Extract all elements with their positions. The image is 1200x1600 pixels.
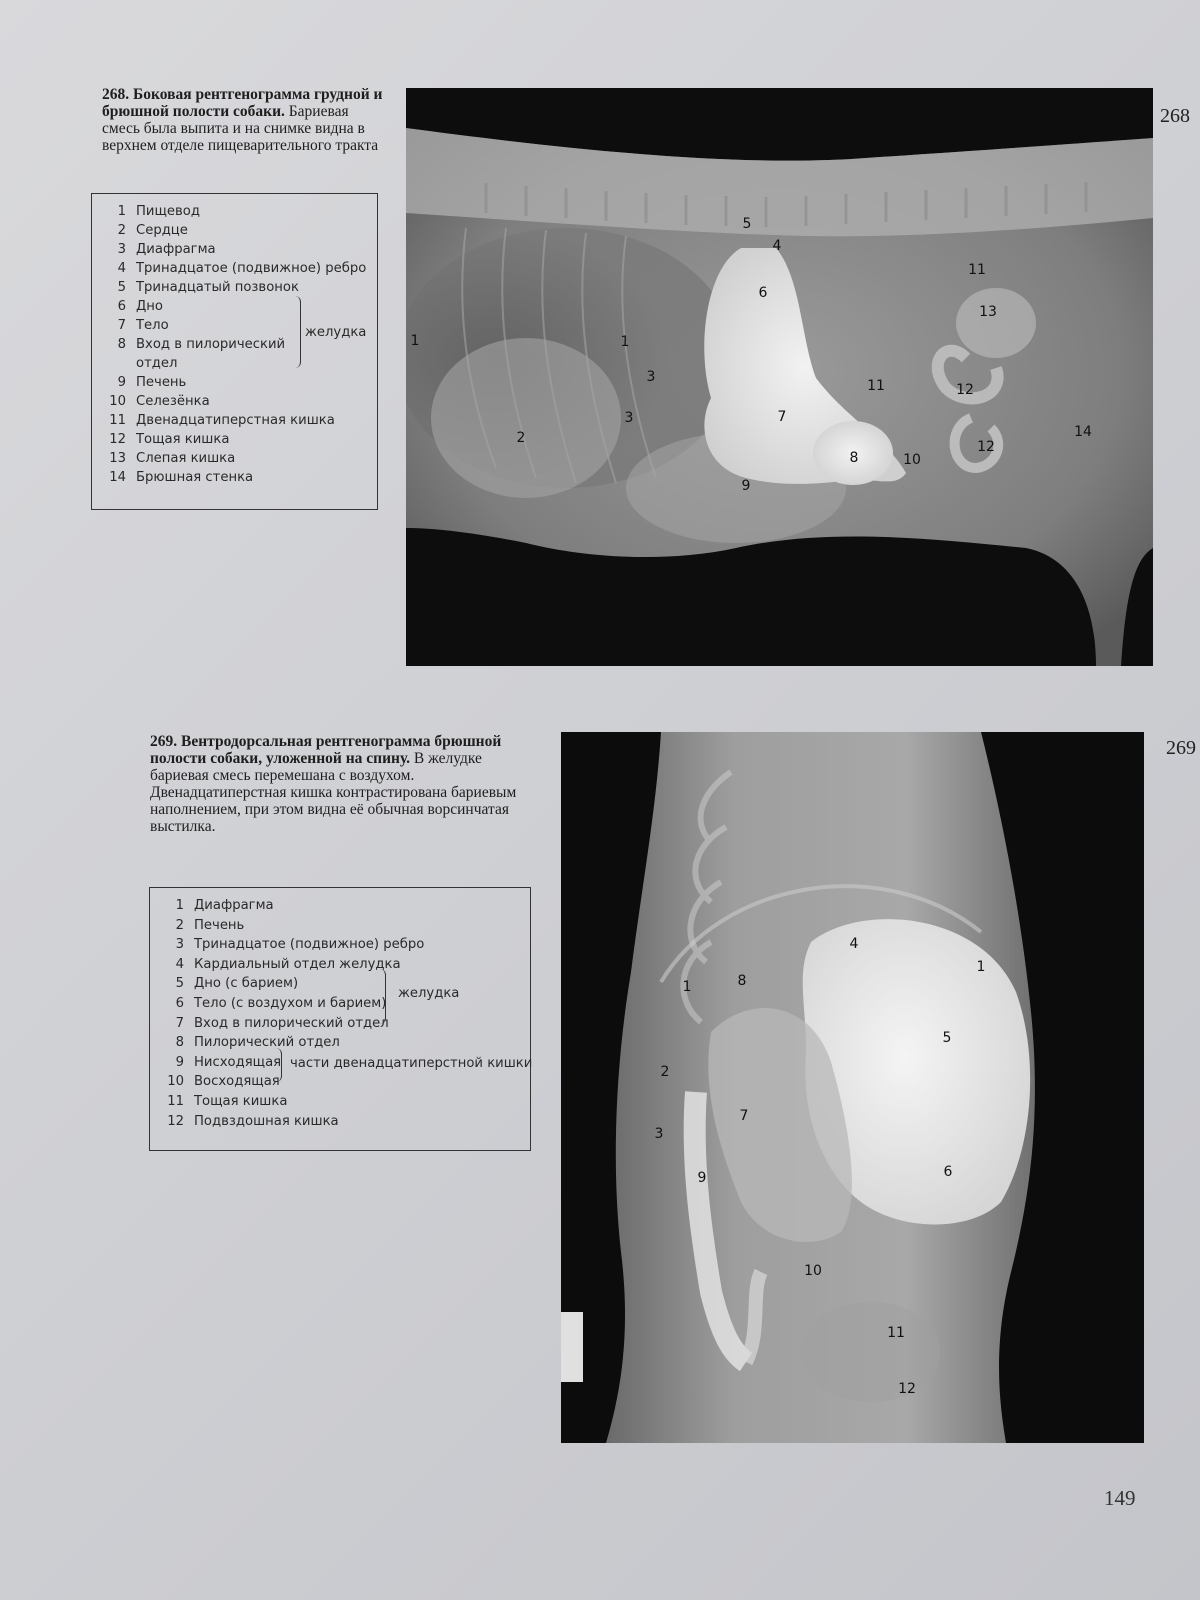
figure-269-radiograph xyxy=(561,732,1144,1443)
figure-269-legend xyxy=(149,887,531,1151)
radiograph-marker: 11 xyxy=(887,1325,905,1341)
legend-number: 12 xyxy=(109,432,126,447)
radiograph-marker: 3 xyxy=(624,410,634,426)
radiograph-marker: 1 xyxy=(620,334,630,350)
radiograph-marker: 5 xyxy=(742,216,752,232)
legend-brace-label: части двенадцатиперстной кишки xyxy=(290,1056,533,1071)
figure-268-caption-title: 268. Боковая рентгенограмма грудной и брюшной полости собаки. xyxy=(102,86,383,120)
radiograph-marker: 12 xyxy=(898,1381,916,1397)
radiograph-marker: 1 xyxy=(410,333,420,349)
legend-label: Тело (с воздухом и барием) xyxy=(194,996,387,1011)
legend-label: Кардиальный отдел желудка xyxy=(194,956,401,972)
figure-269-caption-text: В желудке бариевая смесь перемешана с воздухом. Двенадцатиперстная кишка контрастирована бариевым наполнением, при этом видна её обычная ворсинчатая выстилка. xyxy=(150,750,517,835)
legend-number: 5 xyxy=(175,976,184,992)
legend-label: Дно (с барием) xyxy=(194,976,299,992)
radiograph-marker: 7 xyxy=(777,409,787,425)
legend-number: 3 xyxy=(117,242,126,257)
legend-label: Вход в пилорический отдел xyxy=(194,1015,389,1031)
legend-brace-label: желудка xyxy=(305,325,367,340)
legend-label: Брюшная стенка xyxy=(136,470,254,485)
legend-number: 14 xyxy=(109,470,126,485)
legend-label: Тощая кишка xyxy=(136,432,230,447)
legend-number: 2 xyxy=(117,223,126,238)
legend-label: Тринадцатый позвонок xyxy=(136,280,299,295)
radiograph-marker: 1 xyxy=(976,959,986,975)
figure-268-caption-text: Бариевая смесь была выпита и на снимке видна в верхнем отделе пищеварительного тракта xyxy=(102,103,379,154)
legend-number: 1 xyxy=(117,204,126,219)
radiograph-marker: 9 xyxy=(697,1170,707,1186)
radiograph-marker: 3 xyxy=(646,369,656,385)
legend-label: Восходящая xyxy=(194,1074,280,1090)
figure-268-legend xyxy=(91,193,378,510)
legend-label: Сердце xyxy=(136,223,188,238)
legend-number: 1 xyxy=(175,898,184,913)
legend-label: Слепая кишка xyxy=(136,451,236,466)
figure-269-number: 269 xyxy=(1166,737,1196,759)
radiograph-marker: 12 xyxy=(977,439,995,455)
legend-number: 13 xyxy=(109,451,126,466)
radiograph-marker: 14 xyxy=(1074,424,1092,440)
page-number: 149 xyxy=(1104,1486,1136,1510)
radiograph-marker: 6 xyxy=(758,285,768,301)
legend-number: 7 xyxy=(117,318,126,333)
legend-label: Подвздошная кишка xyxy=(194,1113,339,1129)
legend-label: Тощая кишка xyxy=(194,1094,288,1109)
radiograph-marker: 8 xyxy=(737,973,747,989)
legend-number: 9 xyxy=(175,1054,184,1070)
legend-number: 9 xyxy=(117,375,126,390)
legend-number: 8 xyxy=(175,1035,184,1051)
legend-label: отдел xyxy=(136,356,178,371)
legend-label: Селезёнка xyxy=(136,394,210,409)
legend-label: Пищевод xyxy=(136,204,200,219)
figure-269-caption xyxy=(150,733,530,835)
legend-label: Тело xyxy=(136,318,169,333)
radiograph-marker: 2 xyxy=(660,1064,670,1080)
legend-brace xyxy=(295,296,301,368)
radiograph-marker: 11 xyxy=(867,378,885,394)
figure-268-radiograph xyxy=(406,88,1153,666)
lateral-radiograph-image xyxy=(406,88,1153,666)
radiograph-marker: 3 xyxy=(654,1126,664,1142)
radiograph-marker: 9 xyxy=(741,478,751,494)
legend-number: 5 xyxy=(117,280,126,295)
legend-label: Печень xyxy=(136,375,187,390)
ventrodorsal-radiograph-image xyxy=(561,732,1144,1443)
legend-number: 12 xyxy=(167,1113,184,1129)
legend-number: 4 xyxy=(117,261,126,276)
legend-number: 11 xyxy=(109,413,126,428)
legend-number: 10 xyxy=(109,394,126,409)
radiograph-marker: 4 xyxy=(849,936,859,952)
radiograph-marker: 10 xyxy=(903,452,921,468)
legend-number: 11 xyxy=(167,1094,184,1109)
legend-label: Тринадцатое (подвижное) ребро xyxy=(136,261,367,276)
legend-brace xyxy=(276,1048,282,1082)
radiograph-marker: 12 xyxy=(956,382,974,398)
legend-number: 6 xyxy=(117,299,126,314)
legend-number: 8 xyxy=(117,337,126,352)
radiograph-marker: 1 xyxy=(682,979,692,995)
legend-number: 7 xyxy=(175,1015,184,1031)
legend-label: Диафрагма xyxy=(194,898,274,913)
legend-label: Печень xyxy=(194,917,245,933)
legend-label: Дно xyxy=(136,299,163,314)
legend-number: 4 xyxy=(175,956,184,972)
radiograph-marker: 13 xyxy=(979,304,997,320)
legend-label: Двенадцатиперстная кишка xyxy=(136,413,335,428)
legend-number: 10 xyxy=(167,1074,184,1090)
legend-number: 6 xyxy=(175,996,184,1011)
legend-number: 2 xyxy=(175,917,184,933)
radiograph-marker: 7 xyxy=(739,1108,749,1124)
radiograph-marker: 8 xyxy=(849,450,859,466)
radiograph-marker: 4 xyxy=(772,238,782,254)
legend-label: Пилорический отдел xyxy=(194,1035,340,1051)
legend-label: Вход в пилорический xyxy=(136,337,286,352)
legend-label: Диафрагма xyxy=(136,242,216,257)
legend-label: Тринадцатое (подвижное) ребро xyxy=(194,937,425,953)
figure-268-caption xyxy=(102,86,384,154)
radiograph-marker: 11 xyxy=(968,262,986,278)
radiograph-marker: 6 xyxy=(943,1164,953,1180)
legend-number: 3 xyxy=(175,937,184,953)
figure-269-caption-title: 269. Вентродорсальная рентгенограмма брюшной полости собаки, уложенной на спину. xyxy=(150,733,502,767)
figure-268-number: 268 xyxy=(1160,105,1190,127)
radiograph-marker: 2 xyxy=(516,430,526,446)
legend-brace-label: желудка xyxy=(398,986,460,1001)
radiograph-marker: 5 xyxy=(942,1030,952,1046)
legend-brace xyxy=(380,969,386,1024)
radiograph-marker: 10 xyxy=(804,1263,822,1279)
legend-label: Нисходящая xyxy=(194,1054,282,1070)
